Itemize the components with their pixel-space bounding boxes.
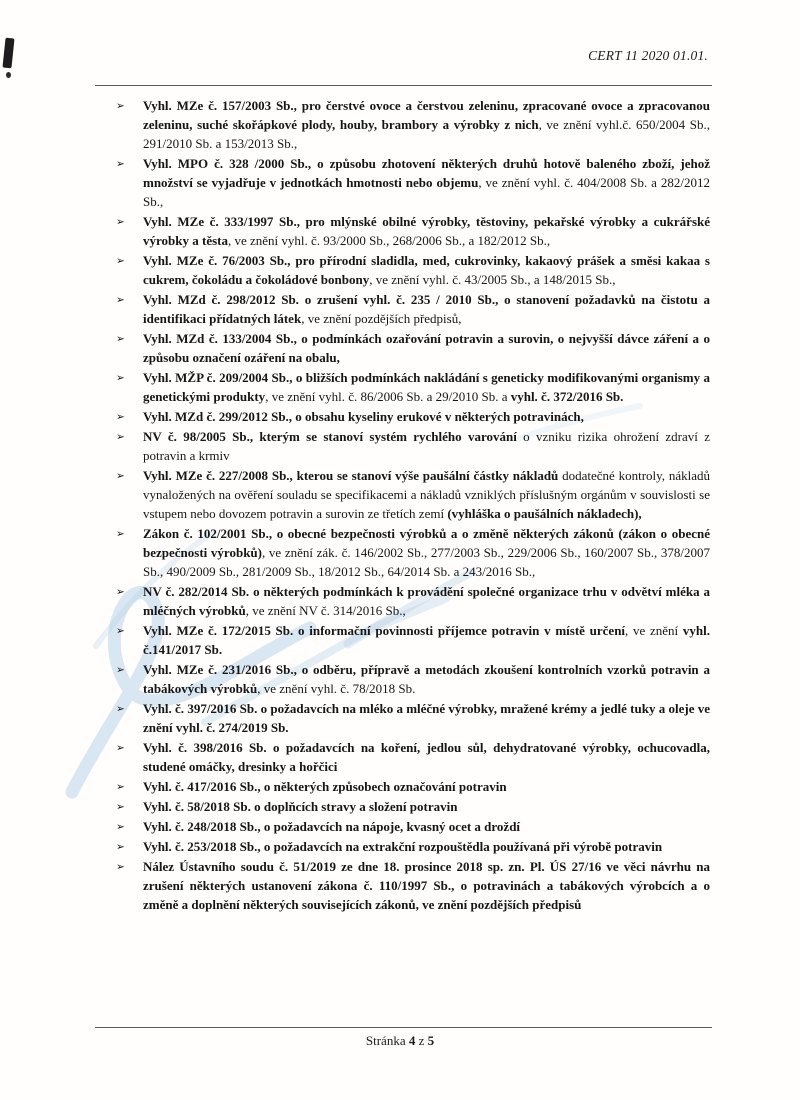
list-item — [100, 738, 710, 776]
text-segment: Vyhl. MZe č. 231/2016 Sb., o odběru, přípravě a metodách zkoušení kontrolních vzorků potravin a tabákových výrobků — [143, 662, 710, 696]
text-segment: vyhl. č. 372/2016 Sb. — [510, 389, 624, 404]
text-segment: Zákon č. 102/2001 Sb., o obecné bezpečnosti výrobků a o změně některých zákonů (zákon o obecné bezpečnosti výrobků) — [143, 526, 710, 560]
page-number — [0, 1033, 800, 1049]
list-item — [100, 524, 710, 581]
list-item — [100, 427, 710, 465]
text-segment: , ve znění — [625, 623, 683, 638]
text-segment: 4 — [408, 1033, 416, 1048]
text-segment: 5 — [427, 1033, 435, 1048]
arrow-bullet-icon: ➢ — [116, 411, 125, 423]
text-segment: Vyhl. č. 253/2018 Sb., o požadavcích na extrakční rozpouštědla používaná při výrobě potravin — [143, 839, 663, 854]
text-segment: , ve znění vyhl.č. 650/2004 Sb., 291/2010 Sb. a 153/2013 Sb., — [143, 117, 710, 151]
text-segment: Nález Ústavního soudu č. 51/2019 ze dne 18. prosince 2018 sp. zn. Pl. ÚS 27/16 ve věci návrhu na zrušení některých ustanovení zákona č. 110/1997 Sb., o potravinách a tabákových výrobcích a o změně a doplnění některých souvisejících zákonů, ve znění pozdějších předpisů — [143, 859, 710, 912]
arrow-bullet-icon: ➢ — [116, 703, 125, 715]
arrow-bullet-icon: ➢ — [116, 528, 125, 540]
arrow-bullet-icon: ➢ — [116, 742, 125, 754]
list-item — [100, 660, 710, 698]
arrow-bullet-icon: ➢ — [116, 470, 125, 482]
text-segment: Vyhl. č. 417/2016 Sb., o některých způsobech označování potravin — [143, 779, 507, 794]
arrow-bullet-icon: ➢ — [116, 801, 125, 813]
list-item — [100, 290, 710, 328]
text-segment: Vyhl. MZe č. 333/1997 Sb., pro mlýnské obilné výrobky, těstoviny, pekařské výrobky a cukrářské výrobky a těsta — [143, 214, 710, 248]
text-segment: (vyhláška o paušálních nákladech), — [447, 506, 642, 521]
scan-artifact — [2, 38, 14, 69]
text-segment: , ve znění vyhl. č. 78/2018 Sb. — [257, 681, 416, 696]
header-doc-code: CERT 11 2020 01.01. — [588, 48, 708, 63]
text-segment: , ve znění zák. č. 146/2002 Sb., 277/2003 Sb., 229/2006 Sb., 160/2007 Sb., 378/2007 Sb., 490/2009 Sb., 281/2009 Sb., 18/2012 Sb., 64/2014 Sb. a 243/2016 Sb., — [143, 545, 710, 579]
arrow-bullet-icon: ➢ — [116, 372, 125, 384]
list-item — [100, 407, 710, 426]
text-segment: , ve znění NV č. 314/2016 Sb., — [245, 603, 406, 618]
list-item — [100, 329, 710, 367]
list-item — [100, 466, 710, 523]
text-segment: Stránka — [365, 1033, 409, 1048]
text-segment: o vzniku rizika ohrožení zdraví z potravin a krmiv — [143, 429, 710, 463]
arrow-bullet-icon: ➢ — [116, 255, 125, 267]
text-segment: Vyhl. MZd č. 299/2012 Sb., o obsahu kyseliny erukové v některých potravinách, — [143, 409, 584, 424]
arrow-bullet-icon: ➢ — [116, 664, 125, 676]
text-segment: NV č. 98/2005 Sb., kterým se stanoví systém rychlého varování — [143, 429, 517, 444]
list-item — [100, 621, 710, 659]
text-segment: Vyhl. MZd č. 133/2004 Sb., o podmínkách ozařování potravin a surovin, o nejvyšší dávce záření a o způsobu označení ozáření na obalu, — [143, 331, 710, 365]
list-item — [100, 837, 710, 856]
arrow-bullet-icon: ➢ — [116, 100, 125, 112]
list-item — [100, 212, 710, 250]
footer-rule — [95, 1027, 712, 1028]
text-segment: Vyhl. MZd č. 298/2012 Sb. o zrušení vyhl. č. 235 / 2010 Sb., o stanovení požadavků na čistotu a identifikaci přídatných látek — [143, 292, 710, 326]
list-item — [100, 699, 710, 737]
arrow-bullet-icon: ➢ — [116, 841, 125, 853]
text-segment: Vyhl. č. 397/2016 Sb. o požadavcích na mléko a mléčné výrobky, mražené krémy a jedlé tuky a oleje ve znění vyhl. č. 274/2019 Sb. — [143, 701, 710, 735]
list-item — [100, 251, 710, 289]
text-segment: , ve znění vyhl. č. 93/2000 Sb., 268/2006 Sb., a 182/2012 Sb., — [227, 233, 551, 248]
regulation-list — [100, 96, 710, 915]
text-segment: , ve znění pozdějších předpisů, — [301, 311, 462, 326]
arrow-bullet-icon: ➢ — [116, 586, 125, 598]
text-segment: Vyhl. MŽP č. 209/2004 Sb., o bližších podmínkách nakládání s geneticky modifikovanými organismy a genetickými produkty — [143, 370, 710, 404]
text-segment: Vyhl. MZe č. 157/2003 Sb., pro čerstvé ovoce a čerstvou zeleninu, zpracované ovoce a zpracovanou zeleninu, suché skořápkové plody, houby, brambory a výrobky z nich — [143, 98, 710, 132]
text-segment: Vyhl. MPO č. 328 /2000 Sb., o způsobu zhotovení některých druhů hotově baleného zboží, jehož množství se vyjadřuje v jednotkách hmotnosti nebo objemu — [143, 156, 710, 190]
text-segment: Vyhl. MZe č. 172/2015 Sb. o informační povinnosti příjemce potravin v místě určení — [143, 623, 626, 638]
text-segment: Vyhl. č. 398/2016 Sb. o požadavcích na koření, jedlou sůl, dehydratované výrobky, ochucovadla, studené omáčky, dresinky a hořčici — [143, 740, 710, 774]
text-segment: NV č. 282/2014 Sb. o některých podmínkách k provádění společné organizace trhu v odvětví mléka a mléčných výrobků — [143, 584, 710, 618]
arrow-bullet-icon: ➢ — [116, 821, 125, 833]
list-item — [100, 797, 710, 816]
arrow-bullet-icon: ➢ — [116, 294, 125, 306]
text-segment: Vyhl. č. 58/2018 Sb. o doplňcích stravy a složení potravin — [143, 799, 458, 814]
list-item — [100, 817, 710, 836]
scan-artifact-dot — [6, 72, 11, 78]
text-segment: Vyhl. MZe č. 76/2003 Sb., pro přírodní sladidla, med, cukrovinky, kakaový prášek a směsi kakaa s cukrem, čokoládu a čokoládové bonbony — [143, 253, 710, 287]
arrow-bullet-icon: ➢ — [116, 861, 125, 873]
arrow-bullet-icon: ➢ — [116, 158, 125, 170]
text-segment: dodatečné kontroly, nákladů vynaložených na ověření souladu se specifikacemi a nákladů vzniklých příslušným orgánům v souvislosti se vstupem nebo dovozem potravin a surovin ze třetích zemí — [143, 468, 710, 521]
text-segment: Vyhl. č. 248/2018 Sb., o požadavcích na nápoje, kvasný ocet a droždí — [143, 819, 521, 834]
arrow-bullet-icon: ➢ — [116, 625, 125, 637]
text-segment: Vyhl. MZe č. 227/2008 Sb., kterou se stanoví výše paušální částky nákladů — [143, 468, 559, 483]
list-item — [100, 96, 710, 153]
list-item — [100, 777, 710, 796]
list-item — [100, 154, 710, 211]
arrow-bullet-icon: ➢ — [116, 333, 125, 345]
text-segment: , ve znění vyhl. č. 404/2008 Sb. a 282/2012 Sb., — [143, 175, 710, 209]
list-item — [100, 368, 710, 406]
arrow-bullet-icon: ➢ — [116, 781, 125, 793]
text-segment: z — [415, 1033, 428, 1048]
text-segment: vyhl. č.141/2017 Sb. — [143, 623, 710, 657]
header-rule — [95, 85, 712, 86]
list-item — [100, 857, 710, 914]
arrow-bullet-icon: ➢ — [116, 216, 125, 228]
text-segment: , ve znění vyhl. č. 43/2005 Sb., a 148/2015 Sb., — [369, 272, 616, 287]
list-item — [100, 582, 710, 620]
text-segment: , ve znění vyhl. č. 86/2006 Sb. a 29/2010 Sb. a — [265, 389, 511, 404]
arrow-bullet-icon: ➢ — [116, 431, 125, 443]
